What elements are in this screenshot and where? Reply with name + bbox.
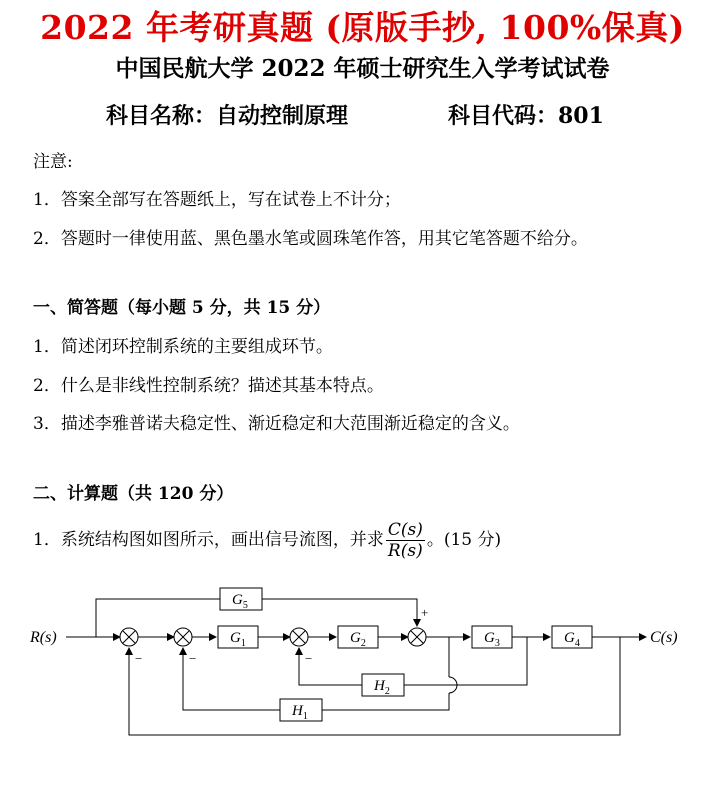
question-1-3: 3．描述李雅普诺夫稳定性、渐近稳定和大范围渐近稳定的含义。 <box>33 414 520 434</box>
notice-heading: 注意: <box>33 152 73 172</box>
g4-label: $G_4$ <box>564 630 580 649</box>
h2-label: $H_2$ <box>374 678 390 697</box>
output-label: C(s) <box>650 629 678 646</box>
exam-title: 中国民航大学 2022 年硕士研究生入学考试试卷 <box>115 55 610 82</box>
g5-label: $G_5$ <box>232 592 248 611</box>
notice-item-1: 1．答案全部写在答题纸上，写在试卷上不计分； <box>33 190 401 210</box>
block-diagram <box>0 575 725 765</box>
notice-item-2: 2．答题时一律使用蓝、黑色墨水笔或圆珠笔作答，用其它笔答题不给分。 <box>33 229 588 249</box>
sign-minus-1: − <box>135 651 143 666</box>
g3-label: $G_3$ <box>484 630 500 649</box>
sign-plus: + <box>421 605 429 620</box>
h1-label: $H_1$ <box>292 703 308 722</box>
question-1-1: 1．简述闭环控制系统的主要组成环节。 <box>33 337 333 357</box>
subject-name: 科目名称：自动控制原理 <box>106 103 349 129</box>
question-2-1-text: 1．系统结构图如图所示，画出信号流图，并求 <box>33 530 384 550</box>
g1-label: $G_1$ <box>230 630 246 649</box>
transfer-fraction <box>386 520 425 561</box>
sign-minus-2: − <box>189 651 197 666</box>
section-2-title: 二、计算题（共 120 分） <box>33 484 234 504</box>
fraction-numerator: C(s) <box>387 520 423 540</box>
fraction-denominator: R(s) <box>387 541 423 561</box>
sign-minus-3: − <box>305 651 313 666</box>
subject-code: 科目代码：801 <box>448 103 604 129</box>
question-2-1-points: 。(15 分) <box>426 530 502 550</box>
section-1-title: 一、简答题（每小题 5 分，共 15 分） <box>33 298 331 318</box>
g2-label: $G_2$ <box>350 630 366 649</box>
banner-title: 2022 年考研真题 (原版手抄, 100%保真) <box>40 8 685 47</box>
input-label: R(s) <box>30 629 57 646</box>
question-1-2: 2．什么是非线性控制系统？描述其基本特点。 <box>33 376 384 396</box>
question-2-1 <box>33 517 501 563</box>
